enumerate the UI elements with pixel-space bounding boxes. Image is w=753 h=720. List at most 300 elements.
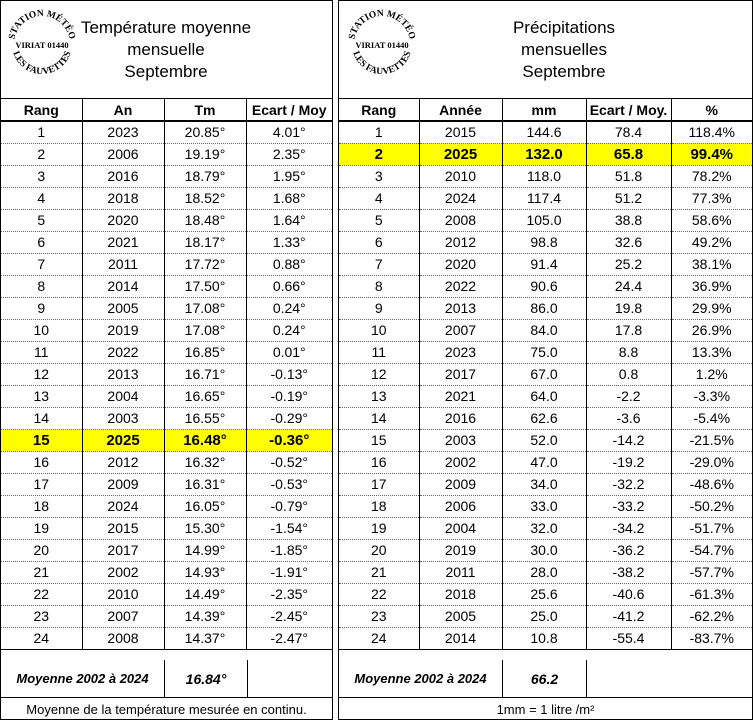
table-cell: -34.2 — [586, 517, 671, 539]
table-cell: -83.7% — [671, 627, 752, 649]
table-cell: 2019 — [82, 319, 164, 341]
col-header-percent: % — [671, 99, 752, 121]
table-cell: -0.53° — [246, 473, 332, 495]
table-cell: 2018 — [82, 187, 164, 209]
table-cell: 19.8 — [586, 297, 671, 319]
table-cell: 3 — [339, 165, 419, 187]
table-cell: 2021 — [82, 231, 164, 253]
table-cell: 20 — [1, 539, 82, 561]
table-cell: 4.01° — [246, 121, 332, 143]
table-cell: 16.31° — [164, 473, 246, 495]
table-row — [1, 407, 332, 429]
precipitation-average-label: Moyenne 2002 à 2024 — [354, 671, 487, 686]
table-cell: 2025 — [419, 143, 502, 165]
table-cell: 14.99° — [164, 539, 246, 561]
table-cell: -1.54° — [246, 517, 332, 539]
table-cell: 2005 — [419, 605, 502, 627]
table-cell: 2016 — [82, 165, 164, 187]
table-row — [1, 319, 332, 341]
table-row — [1, 231, 332, 253]
table-cell: 78.2% — [671, 165, 752, 187]
table-cell: 49.2% — [671, 231, 752, 253]
table-cell: -33.2 — [586, 495, 671, 517]
table-row — [339, 165, 752, 187]
table-cell: 2023 — [419, 341, 502, 363]
table-row — [339, 583, 752, 605]
table-cell: -41.2 — [586, 605, 671, 627]
table-cell: 0.24° — [246, 319, 332, 341]
table-cell: 2022 — [419, 275, 502, 297]
table-cell: 2002 — [419, 451, 502, 473]
table-cell: 2017 — [82, 539, 164, 561]
table-cell: 7 — [339, 253, 419, 275]
table-cell: 51.2 — [586, 187, 671, 209]
table-cell: 2024 — [82, 495, 164, 517]
table-cell: 98.8 — [502, 231, 586, 253]
table-cell: 12 — [1, 363, 82, 385]
precipitation-title-line3: Septembre — [522, 62, 606, 81]
table-cell: 16.32° — [164, 451, 246, 473]
table-cell: 2005 — [82, 297, 164, 319]
table-cell: 51.8 — [586, 165, 671, 187]
table-cell: 15 — [1, 429, 82, 451]
table-cell: 22 — [1, 583, 82, 605]
table-cell: 5 — [1, 209, 82, 231]
table-row — [339, 253, 752, 275]
table-cell: 0.01° — [246, 341, 332, 363]
table-cell: 11 — [339, 341, 419, 363]
table-cell: -21.5% — [671, 429, 752, 451]
table-cell: 34.0 — [502, 473, 586, 495]
table-cell: 16 — [1, 451, 82, 473]
temperature-average-row — [1, 660, 332, 698]
precipitation-average-value: 66.2 — [530, 671, 559, 687]
table-cell: 67.0 — [502, 363, 586, 385]
table-row — [339, 539, 752, 561]
table-row — [1, 473, 332, 495]
table-cell: 15.30° — [164, 517, 246, 539]
temperature-panel — [0, 0, 333, 720]
precipitation-footnote: 1mm = 1 litre /m² — [496, 702, 595, 717]
col-header-mm: mm — [502, 99, 586, 121]
table-cell: 33.0 — [502, 495, 586, 517]
table-cell: 2003 — [419, 429, 502, 451]
table-row — [1, 297, 332, 319]
table-cell: 25.0 — [502, 605, 586, 627]
table-row — [1, 561, 332, 583]
table-row — [1, 121, 332, 143]
table-cell: 17.50° — [164, 275, 246, 297]
table-cell: 14 — [1, 407, 82, 429]
table-cell: 132.0 — [502, 143, 586, 165]
table-cell: 2013 — [419, 297, 502, 319]
temperature-average-label: Moyenne 2002 à 2024 — [16, 671, 149, 686]
table-row — [339, 429, 752, 451]
table-cell: 2021 — [419, 385, 502, 407]
table-cell: 2017 — [419, 363, 502, 385]
table-row — [1, 209, 332, 231]
table-cell: 14.49° — [164, 583, 246, 605]
table-row — [1, 275, 332, 297]
table-cell: -54.7% — [671, 539, 752, 561]
table-cell: 58.6% — [671, 209, 752, 231]
table-cell: 16 — [339, 451, 419, 473]
table-row — [1, 451, 332, 473]
table-cell: 16.85° — [164, 341, 246, 363]
table-cell: -1.85° — [246, 539, 332, 561]
table-cell: 24 — [339, 627, 419, 649]
table-cell: -55.4 — [586, 627, 671, 649]
table-cell: 6 — [339, 231, 419, 253]
table-cell: 11 — [1, 341, 82, 363]
table-cell: 9 — [339, 297, 419, 319]
table-cell: -5.4% — [671, 407, 752, 429]
table-cell: 2006 — [419, 495, 502, 517]
table-cell: -2.2 — [586, 385, 671, 407]
table-cell: 14.39° — [164, 605, 246, 627]
table-cell: 38.1% — [671, 253, 752, 275]
table-cell: 2009 — [419, 473, 502, 495]
table-row — [1, 143, 332, 165]
table-cell: 78.4 — [586, 121, 671, 143]
table-row — [1, 363, 332, 385]
table-cell: -32.2 — [586, 473, 671, 495]
table-row — [1, 253, 332, 275]
table-cell: 12 — [339, 363, 419, 385]
table-cell: 2015 — [419, 121, 502, 143]
table-cell: 2010 — [419, 165, 502, 187]
table-cell: 86.0 — [502, 297, 586, 319]
table-cell: 24 — [1, 627, 82, 649]
table-row — [339, 605, 752, 627]
table-row — [339, 209, 752, 231]
table-cell: 17 — [339, 473, 419, 495]
table-row — [339, 187, 752, 209]
col-header-rang: Rang — [339, 99, 419, 121]
table-cell: 75.0 — [502, 341, 586, 363]
table-row — [339, 517, 752, 539]
table-cell: 65.8 — [586, 143, 671, 165]
precipitation-panel — [338, 0, 753, 720]
table-cell: 9 — [1, 297, 82, 319]
table-cell: 105.0 — [502, 209, 586, 231]
table-cell: 19 — [1, 517, 82, 539]
table-cell: -14.2 — [586, 429, 671, 451]
table-cell: 1.33° — [246, 231, 332, 253]
table-cell: 32.6 — [586, 231, 671, 253]
table-row — [339, 451, 752, 473]
table-cell: 2020 — [82, 209, 164, 231]
table-cell: 20 — [339, 539, 419, 561]
svg-text:STATION MÉTÉO: STATION MÉTÉO — [347, 8, 417, 41]
table-cell: 16.48° — [164, 429, 246, 451]
table-cell: 2 — [339, 143, 419, 165]
table-cell: 117.4 — [502, 187, 586, 209]
table-cell: 36.9% — [671, 275, 752, 297]
table-cell: 17.08° — [164, 319, 246, 341]
table-row — [339, 561, 752, 583]
table-cell: 16.65° — [164, 385, 246, 407]
svg-text:VIRIAT 01440: VIRIAT 01440 — [15, 40, 69, 50]
table-cell: 1 — [1, 121, 82, 143]
table-cell: 17.72° — [164, 253, 246, 275]
station-stamp-logo — [2, 4, 82, 84]
table-row — [1, 429, 332, 451]
table-cell: 18 — [1, 495, 82, 517]
table-cell: 91.4 — [502, 253, 586, 275]
table-cell: 28.0 — [502, 561, 586, 583]
table-cell: 19 — [339, 517, 419, 539]
table-row — [1, 165, 332, 187]
table-row — [1, 187, 332, 209]
table-cell: -2.35° — [246, 583, 332, 605]
table-cell: 2012 — [82, 451, 164, 473]
table-cell: -3.3% — [671, 385, 752, 407]
table-cell: -19.2 — [586, 451, 671, 473]
table-cell: 10 — [339, 319, 419, 341]
table-cell: 26.9% — [671, 319, 752, 341]
table-row — [339, 363, 752, 385]
table-cell: 23 — [1, 605, 82, 627]
svg-text:LES FAUVETTES: LES FAUVETTES — [10, 49, 74, 78]
table-cell: 118.0 — [502, 165, 586, 187]
table-cell: -61.3% — [671, 583, 752, 605]
table-cell: 32.0 — [502, 517, 586, 539]
col-header-ecart: Ecart / Moy. — [586, 99, 671, 121]
table-cell: 2008 — [419, 209, 502, 231]
table-cell: 2015 — [82, 517, 164, 539]
table-cell: 52.0 — [502, 429, 586, 451]
table-cell: 18 — [339, 495, 419, 517]
table-cell: 23 — [339, 605, 419, 627]
table-cell: 2006 — [82, 143, 164, 165]
table-cell: 10 — [1, 319, 82, 341]
table-row — [339, 495, 752, 517]
table-cell: -1.91° — [246, 561, 332, 583]
table-row — [1, 583, 332, 605]
col-header-annee: Année — [419, 99, 502, 121]
table-cell: 25.2 — [586, 253, 671, 275]
table-cell: 18.17° — [164, 231, 246, 253]
table-row — [339, 627, 752, 649]
table-cell: 3 — [1, 165, 82, 187]
table-cell: -29.0% — [671, 451, 752, 473]
table-cell: -57.7% — [671, 561, 752, 583]
table-cell: 2004 — [82, 385, 164, 407]
table-cell: 64.0 — [502, 385, 586, 407]
table-row — [1, 539, 332, 561]
table-cell: 15 — [339, 429, 419, 451]
table-cell: 17 — [1, 473, 82, 495]
table-cell: 16.05° — [164, 495, 246, 517]
table-cell: 21 — [339, 561, 419, 583]
table-row — [339, 341, 752, 363]
table-cell: 0.66° — [246, 275, 332, 297]
table-cell: -0.79° — [246, 495, 332, 517]
precipitation-title-line1: Précipitations — [512, 18, 616, 37]
table-cell: 2012 — [419, 231, 502, 253]
table-row — [1, 341, 332, 363]
table-cell: 7 — [1, 253, 82, 275]
table-row — [339, 385, 752, 407]
table-cell: 1.64° — [246, 209, 332, 231]
table-cell: 2 — [1, 143, 82, 165]
table-cell: 1.95° — [246, 165, 332, 187]
station-stamp-logo — [342, 4, 422, 84]
table-cell: 14.37° — [164, 627, 246, 649]
table-row — [1, 605, 332, 627]
table-row — [1, 627, 332, 649]
precipitation-header — [339, 1, 752, 99]
table-cell: 2019 — [419, 539, 502, 561]
table-cell: 0.8 — [586, 363, 671, 385]
table-cell: 47.0 — [502, 451, 586, 473]
table-cell: 2.35° — [246, 143, 332, 165]
table-cell: -0.29° — [246, 407, 332, 429]
col-header-an: An — [82, 99, 164, 121]
temperature-header — [1, 1, 332, 99]
table-cell: 2014 — [419, 627, 502, 649]
table-cell: 99.4% — [671, 143, 752, 165]
col-header-tm: Tm — [164, 99, 246, 121]
table-cell: 144.6 — [502, 121, 586, 143]
table-cell: 17.8 — [586, 319, 671, 341]
table-row — [1, 495, 332, 517]
temperature-title-line1: Température moyenne — [80, 18, 252, 37]
table-cell: 2003 — [82, 407, 164, 429]
temperature-title — [71, 17, 261, 83]
svg-text:STATION MÉTÉO: STATION MÉTÉO — [7, 8, 77, 41]
table-cell: 2013 — [82, 363, 164, 385]
table-cell: 8 — [1, 275, 82, 297]
table-row — [339, 297, 752, 319]
table-cell: -2.45° — [246, 605, 332, 627]
table-cell: 1.2% — [671, 363, 752, 385]
table-cell: 4 — [339, 187, 419, 209]
table-cell: -36.2 — [586, 539, 671, 561]
table-cell: -0.36° — [246, 429, 332, 451]
table-row — [339, 231, 752, 253]
table-cell: -51.7% — [671, 517, 752, 539]
svg-text:LES FAUVETTES: LES FAUVETTES — [350, 49, 414, 78]
table-cell: 2023 — [82, 121, 164, 143]
table-cell: 2004 — [419, 517, 502, 539]
table-cell: 14.93° — [164, 561, 246, 583]
temperature-average-value: 16.84° — [185, 671, 227, 687]
table-row — [1, 385, 332, 407]
table-cell: 84.0 — [502, 319, 586, 341]
table-cell: 2018 — [419, 583, 502, 605]
table-cell: 62.6 — [502, 407, 586, 429]
table-row — [339, 407, 752, 429]
precipitation-title-line2: mensuelles — [521, 40, 607, 59]
table-cell: 2002 — [82, 561, 164, 583]
table-row — [339, 121, 752, 143]
table-cell: 2020 — [419, 253, 502, 275]
table-cell: -2.47° — [246, 627, 332, 649]
table-cell: 25.6 — [502, 583, 586, 605]
precipitation-average-row — [339, 660, 752, 698]
table-cell: -38.2 — [586, 561, 671, 583]
table-cell: 16.55° — [164, 407, 246, 429]
table-cell: 1 — [339, 121, 419, 143]
table-cell: 2016 — [419, 407, 502, 429]
col-header-ecart: Ecart / Moy — [246, 99, 332, 121]
table-cell: 0.24° — [246, 297, 332, 319]
table-cell: 2008 — [82, 627, 164, 649]
table-cell: 2025 — [82, 429, 164, 451]
table-cell: 2007 — [82, 605, 164, 627]
table-cell: 1.68° — [246, 187, 332, 209]
table-row — [1, 517, 332, 539]
table-cell: 13 — [339, 385, 419, 407]
table-cell: 18.52° — [164, 187, 246, 209]
table-cell: 2014 — [82, 275, 164, 297]
table-cell: 29.9% — [671, 297, 752, 319]
table-cell: 18.79° — [164, 165, 246, 187]
table-cell: 21 — [1, 561, 82, 583]
table-cell: 8 — [339, 275, 419, 297]
table-cell: 2022 — [82, 341, 164, 363]
precipitation-table — [339, 99, 752, 650]
table-cell: 13.3% — [671, 341, 752, 363]
table-cell: 118.4% — [671, 121, 752, 143]
table-cell: -40.6 — [586, 583, 671, 605]
table-cell: -50.2% — [671, 495, 752, 517]
table-cell: 38.8 — [586, 209, 671, 231]
svg-text:VIRIAT 01440: VIRIAT 01440 — [355, 40, 409, 50]
table-cell: 10.8 — [502, 627, 586, 649]
temperature-title-line3: Septembre — [124, 62, 208, 81]
table-cell: 90.6 — [502, 275, 586, 297]
col-header-rang: Rang — [1, 99, 82, 121]
table-cell: 20.85° — [164, 121, 246, 143]
table-cell: -3.6 — [586, 407, 671, 429]
table-cell: 18.48° — [164, 209, 246, 231]
temperature-title-line2: mensuelle — [127, 40, 205, 59]
table-row — [339, 143, 752, 165]
table-cell: -0.52° — [246, 451, 332, 473]
temperature-table — [1, 99, 332, 650]
table-row — [339, 275, 752, 297]
table-cell: 19.19° — [164, 143, 246, 165]
table-cell: 4 — [1, 187, 82, 209]
temperature-footnote: Moyenne de la température mesurée en continu. — [26, 702, 307, 717]
table-cell: 2007 — [419, 319, 502, 341]
table-cell: 14 — [339, 407, 419, 429]
table-cell: 2010 — [82, 583, 164, 605]
table-cell: 2009 — [82, 473, 164, 495]
table-cell: -48.6% — [671, 473, 752, 495]
table-cell: 22 — [339, 583, 419, 605]
table-row — [339, 319, 752, 341]
table-cell: 5 — [339, 209, 419, 231]
precipitation-title — [449, 17, 679, 83]
table-cell: 6 — [1, 231, 82, 253]
table-cell: -0.13° — [246, 363, 332, 385]
table-cell: 2011 — [419, 561, 502, 583]
table-row — [339, 473, 752, 495]
table-cell: 2024 — [419, 187, 502, 209]
table-cell: 77.3% — [671, 187, 752, 209]
table-cell: -0.19° — [246, 385, 332, 407]
table-cell: 13 — [1, 385, 82, 407]
table-cell: 30.0 — [502, 539, 586, 561]
table-cell: 2011 — [82, 253, 164, 275]
table-cell: -62.2% — [671, 605, 752, 627]
table-cell: 0.88° — [246, 253, 332, 275]
table-cell: 16.71° — [164, 363, 246, 385]
